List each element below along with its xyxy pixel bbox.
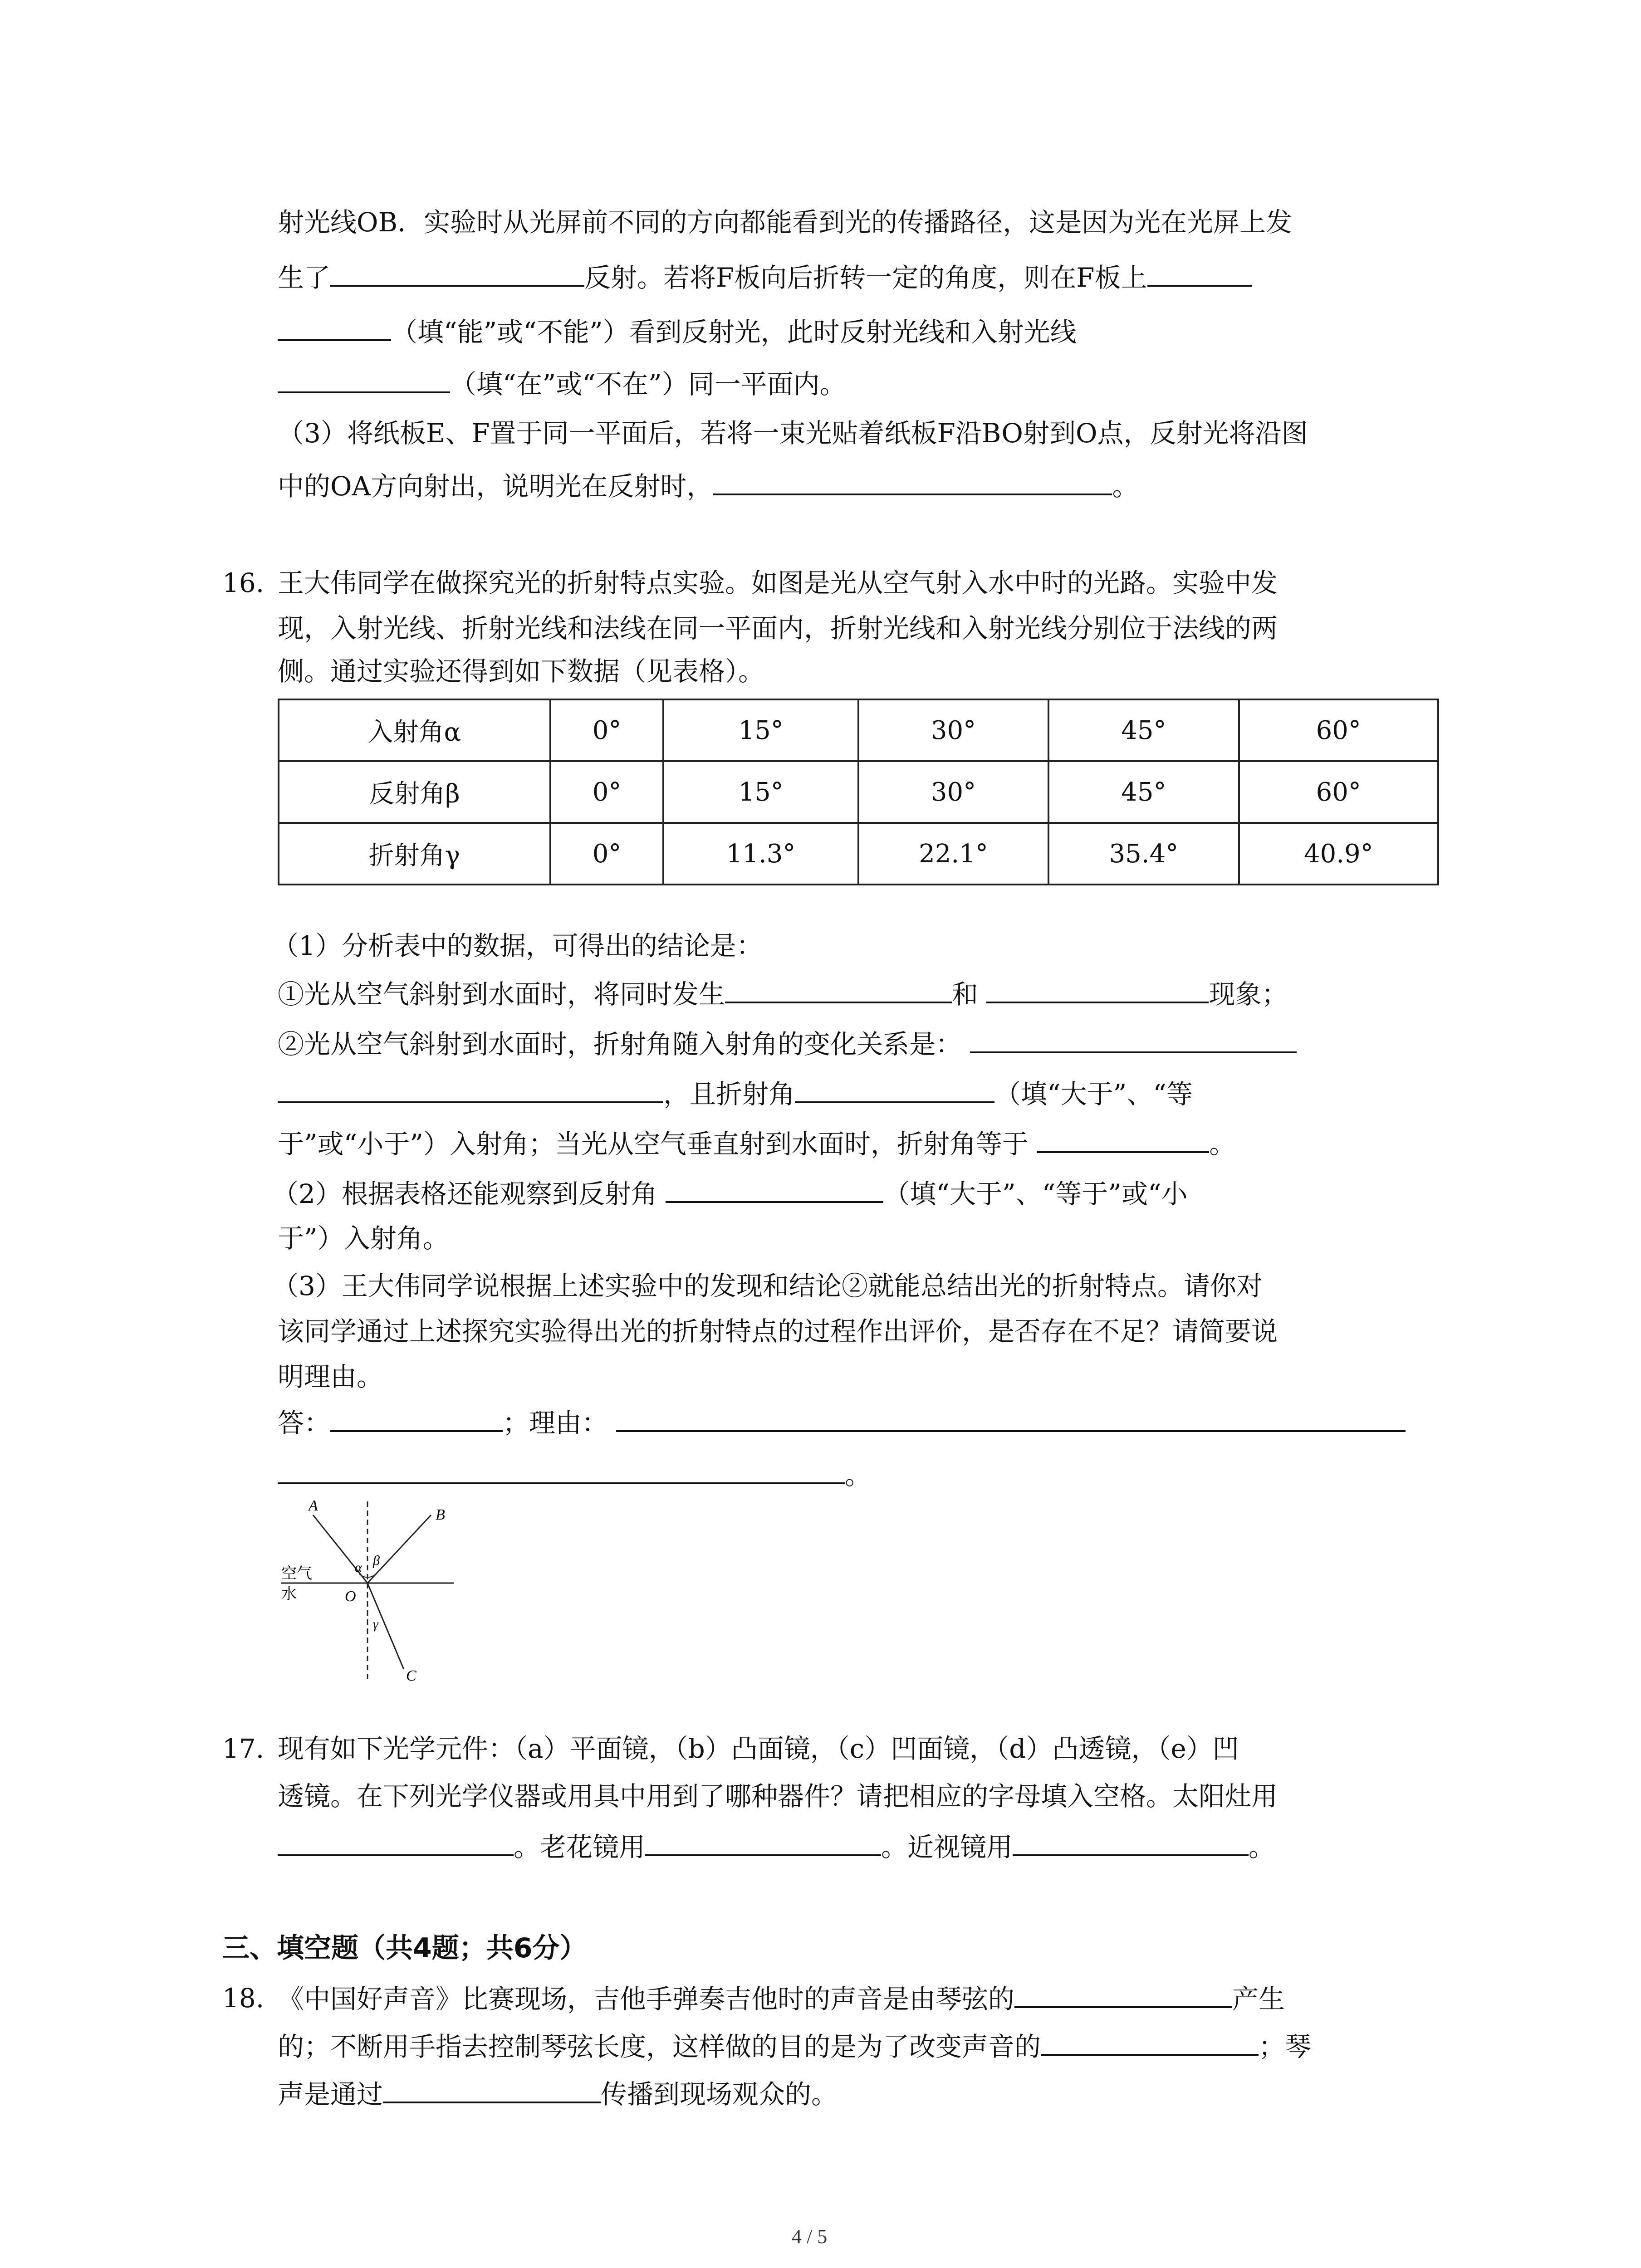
q16-p11: 答： ；理由： bbox=[278, 1404, 1406, 1441]
page-number: 4 / 5 bbox=[792, 2225, 828, 2248]
answer-blank[interactable] bbox=[278, 1075, 663, 1103]
q15-line3: （填“能”或“不能”）看到反射光，此时反射光线和入射光线 bbox=[278, 313, 1077, 350]
point-o-label: O bbox=[345, 1588, 356, 1605]
table-cell: 35.4° bbox=[1048, 823, 1239, 885]
answer-blank[interactable] bbox=[795, 1075, 994, 1103]
table-cell: 60° bbox=[1239, 699, 1438, 761]
table-cell: 0° bbox=[550, 699, 664, 761]
answer-blank[interactable] bbox=[1014, 1980, 1232, 2008]
reflected-ray bbox=[367, 1515, 431, 1583]
water-label: 水 bbox=[281, 1585, 297, 1603]
q18-line3: 声是通过 传播到现场观众的。 bbox=[278, 2075, 838, 2112]
answer-blank[interactable] bbox=[278, 1828, 514, 1856]
q18-line2: 的；不断用手指去控制琴弦长度，这样做的目的是为了改变声音的 ；琴 bbox=[278, 2028, 1311, 2065]
q17-line3: 。老花镜用 。近视镜用 。 bbox=[278, 1828, 1275, 1865]
q15-line2: 生了 反射。若将F板向后折转一定的角度，则在F板上 bbox=[278, 259, 1252, 296]
q16-p10: 明理由。 bbox=[278, 1361, 383, 1392]
question-number: 17. bbox=[222, 1733, 265, 1764]
q15-line5: （3）将纸板E、F置于同一平面后，若将一束光贴着纸板F沿BO射到O点，反射光将沿图 bbox=[278, 418, 1308, 449]
answer-blank[interactable] bbox=[383, 2075, 601, 2103]
q16-p7: 于”）入射角。 bbox=[278, 1223, 449, 1254]
answer-blank[interactable] bbox=[330, 259, 584, 287]
q15-line1: 射光线OB．实验时从光屏前不同的方向都能看到光的传播路径，这是因为光在光屏上发 bbox=[278, 207, 1293, 238]
answer-blank[interactable] bbox=[330, 1404, 503, 1432]
answer-blank[interactable] bbox=[713, 467, 1112, 495]
question-number: 16. bbox=[222, 567, 265, 598]
row-header: 折射角γ bbox=[279, 823, 550, 885]
row-header: 入射角α bbox=[279, 699, 550, 761]
alpha-label: α bbox=[355, 1560, 362, 1575]
table-cell: 30° bbox=[858, 761, 1048, 823]
answer-blank[interactable] bbox=[278, 365, 450, 393]
q17-line1: 现有如下光学元件：（a）平面镜，（b）凸面镜，（c）凹面镜，（d）凸透镜，（e）凹 bbox=[278, 1733, 1239, 1764]
answer-blank[interactable] bbox=[1041, 2028, 1259, 2056]
gamma-label: γ bbox=[373, 1617, 378, 1632]
table-row bbox=[279, 761, 1438, 823]
answer-blank[interactable] bbox=[986, 975, 1209, 1003]
row-header: 反射角β bbox=[279, 761, 550, 823]
beta-label: β bbox=[373, 1553, 380, 1568]
answer-blank[interactable] bbox=[1147, 259, 1252, 287]
table-row bbox=[279, 823, 1438, 885]
table-cell: 0° bbox=[550, 761, 664, 823]
q18-line1: 《中国好声音》比赛现场，吉他手弹奏吉他时的声音是由琴弦的 产生 bbox=[278, 1980, 1285, 2017]
table-cell: 15° bbox=[663, 699, 858, 761]
section-heading: 三、填空题（共4题；共6分） bbox=[222, 1932, 587, 1964]
q16-intro2: 现，入射光线、折射光线和法线在同一平面内，折射光线和入射光线分别位于法线的两 bbox=[278, 613, 1278, 644]
answer-blank[interactable] bbox=[1037, 1125, 1209, 1153]
q16-p3: ②光从空气斜射到水面时，折射角随入射角的变化关系是： bbox=[278, 1025, 1297, 1062]
q16-p4: ，且折射角 （填“大于”、“等 bbox=[278, 1075, 1193, 1112]
q17-line2: 透镜。在下列光学仪器或用具中用到了哪种器件？请把相应的字母填入空格。太阳灶用 bbox=[278, 1781, 1278, 1812]
table-row bbox=[279, 699, 1438, 761]
q16-p1: （1）分析表中的数据，可得出的结论是： bbox=[272, 930, 763, 961]
q16-p6: （2）根据表格还能观察到反射角 （填“大于”、“等于”或“小 bbox=[272, 1175, 1188, 1212]
point-c-label: C bbox=[406, 1667, 416, 1684]
answer-blank[interactable] bbox=[645, 1828, 881, 1856]
answer-blank[interactable] bbox=[1013, 1828, 1249, 1856]
q15-line4: （填“在”或“不在”）同一平面内。 bbox=[278, 365, 846, 402]
q16-p9: 该同学通过上述探究实验得出光的折射特点的过程作出评价，是否存在不足？请简要说 bbox=[278, 1316, 1278, 1347]
q16-p5: 于”或“小于”）入射角；当光从空气垂直射到水面时，折射角等于 。 bbox=[278, 1125, 1235, 1162]
answer-blank[interactable] bbox=[278, 1456, 845, 1484]
table-cell: 15° bbox=[663, 761, 858, 823]
q16-p8: （3）王大伟同学说根据上述实验中的发现和结论②就能总结出光的折射特点。请你对 bbox=[272, 1271, 1263, 1301]
q16-p12: 。 bbox=[278, 1456, 871, 1493]
table-cell: 22.1° bbox=[858, 823, 1048, 885]
answer-blank[interactable] bbox=[278, 313, 391, 341]
answer-blank[interactable] bbox=[725, 975, 952, 1003]
table-cell: 45° bbox=[1048, 699, 1239, 761]
table-cell: 0° bbox=[550, 823, 664, 885]
table-cell: 40.9° bbox=[1239, 823, 1438, 885]
point-b-label: B bbox=[436, 1506, 445, 1523]
q16-intro3: 侧。通过实验还得到如下数据（见表格）。 bbox=[278, 656, 765, 687]
q16-p2: ①光从空气斜射到水面时，将同时发生 和 现象； bbox=[278, 975, 1288, 1012]
angle-data-table bbox=[278, 699, 1439, 885]
q16-intro1: 王大伟同学在做探究光的折射特点实验。如图是光从空气射入水中时的光路。实验中发 bbox=[278, 567, 1278, 598]
question-number: 18. bbox=[222, 1983, 265, 2014]
table-cell: 45° bbox=[1048, 761, 1239, 823]
answer-blank[interactable] bbox=[666, 1175, 883, 1203]
air-label: 空气 bbox=[281, 1564, 312, 1583]
q15-line6: 中的OA方向射出，说明光在反射时， 。 bbox=[278, 467, 1138, 504]
table-cell: 60° bbox=[1239, 761, 1438, 823]
table-cell: 30° bbox=[858, 699, 1048, 761]
answer-blank[interactable] bbox=[970, 1025, 1297, 1053]
table-cell: 11.3° bbox=[663, 823, 858, 885]
refraction-diagram bbox=[254, 1497, 490, 1687]
answer-blank[interactable] bbox=[616, 1404, 1406, 1432]
point-a-label: A bbox=[309, 1497, 318, 1514]
